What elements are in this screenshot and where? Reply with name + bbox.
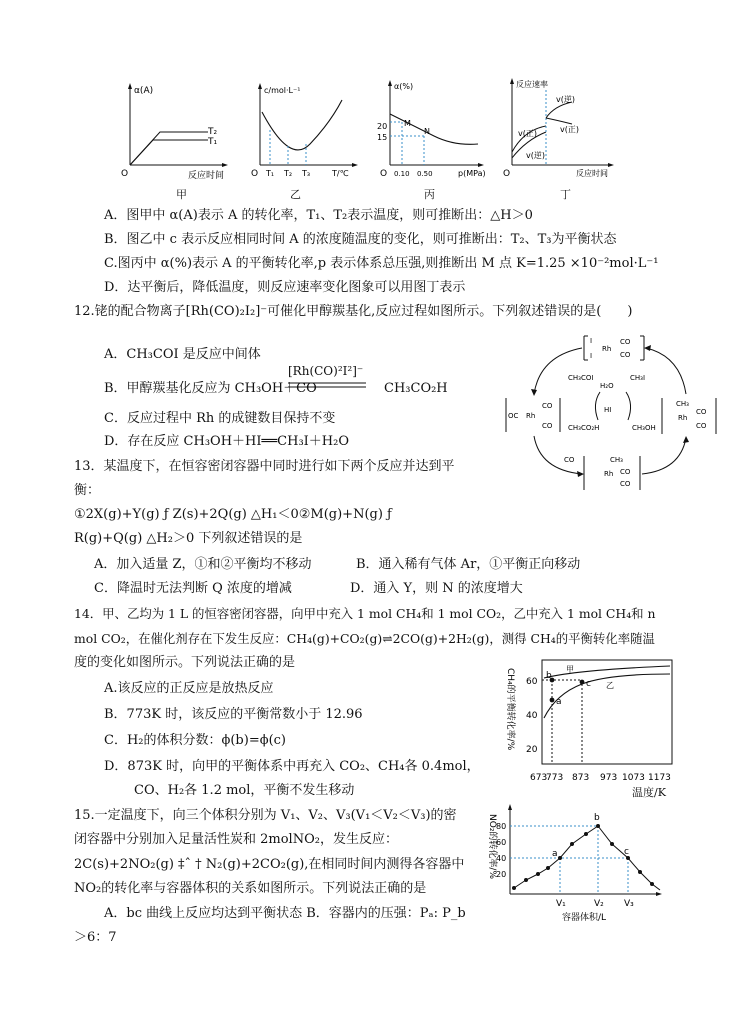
q14-curve-yi: 乙 (606, 681, 614, 690)
q15-ytick-80: 80 (496, 822, 507, 831)
ding-v-zheng-left: v(正) (518, 129, 537, 138)
cycle-hi: HI (604, 406, 612, 414)
q14-option-b: B．773K 时，该反应的平衡常数小于 12.96 (104, 707, 363, 722)
q14-option-d-line-1: D．873K 时，向甲的平衡体系中再充入 CO₂、CH₄各 0.4mol， (104, 759, 480, 774)
bing-xtick-010: 0.10 (394, 170, 410, 178)
cycle-co: CO (564, 456, 575, 464)
bing-ytick-15: 15 (377, 133, 388, 142)
svg-text:Rh: Rh (526, 412, 536, 420)
svg-text:Rh: Rh (602, 345, 612, 353)
svg-text:CO: CO (542, 402, 553, 410)
q12-option-d: D．存在反应 CH₃OH＋HI══CH₃I＋H₂O (104, 434, 350, 449)
q12-b-post: CH₃CO₂H (384, 381, 448, 396)
q11-option-b: B．图乙中 c 表示反应相同时间 A 的浓度随温度的变化，则可推断出：T₂、T₃为平衡状态 (104, 232, 617, 247)
q13-option-c: C．降温时无法判断 Q 浓度的增减 (94, 581, 292, 596)
svg-text:CO: CO (696, 408, 707, 416)
q15-xtick-v3: V₃ (624, 899, 634, 909)
ding-origin: O (503, 169, 511, 179)
ding-xlabel: 反应时间 (576, 169, 608, 178)
q12-b-pre: B．甲醇羰基化反应为 CH₃OH＋CO (104, 381, 317, 396)
q13-line-1: 13．某温度下，在恒容密闭容器中同时进行如下两个反应并达到平 (74, 459, 455, 474)
q12-option-a: A．CH₃COI 是反应中间体 (104, 347, 261, 362)
q15-point-a: a (552, 849, 558, 859)
q14-curve-jia: 甲 (566, 665, 574, 674)
q15-line-3: 2C(s)+2NO₂(g) ‡ˆ † N₂(g)+2CO₂(g),在相同时间内测得各容器中 (74, 857, 465, 872)
q14-line-3: 度的变化如图所示。下列说法正确的是 (74, 655, 296, 670)
svg-text:CO: CO (620, 468, 631, 476)
ding-ylabel: 反应速率 (516, 80, 548, 89)
q13-option-a: A．加入适量 Z，①和②平衡均不移动 (94, 557, 312, 572)
cycle-top-complex (584, 336, 644, 360)
q15-ytick-60: 60 (496, 838, 507, 847)
q15-xtick-v2: V₂ (594, 899, 604, 909)
q11-option-d: D．达平衡后，降低温度，则反应速率变化图象可以用图丁表示 (104, 280, 466, 295)
svg-text:I: I (590, 352, 593, 360)
q11-option-a: A．图甲中 α(A)表示 A 的转化率，T₁、T₂表示温度，则可推断出：△H＞0 (104, 208, 533, 223)
svg-text:CO: CO (620, 480, 631, 488)
q14-xtick-773: 773 (546, 773, 564, 783)
q12-b-catalyst: [Rh(CO)²I²]⁻ (288, 364, 364, 378)
q14-point-a: a (556, 697, 562, 707)
cycle-right-complex (662, 398, 716, 434)
ding-caption: 丁 (560, 188, 571, 201)
q15-ytick-20: 20 (496, 870, 507, 879)
svg-text:I: I (590, 337, 593, 345)
jia-caption: 甲 (176, 188, 187, 201)
ding-v-zheng-right: v(正) (560, 125, 579, 134)
svg-text:Rh: Rh (678, 414, 688, 422)
graph-bing (374, 74, 486, 182)
q14-point-c: c (586, 679, 591, 689)
cycle-ch3oh: CH₃OH (632, 424, 656, 432)
q14-xtick-1073: 1073 (622, 773, 645, 783)
bing-m: M (404, 119, 411, 128)
q13-line-2: 衡： (74, 483, 101, 498)
svg-text:CO: CO (620, 351, 631, 359)
cycle-ch3co2h: CH₃CO₂H (568, 424, 600, 432)
yi-tick-1: T₁ (266, 169, 275, 178)
jia-xlabel: 反应时间 (188, 171, 225, 181)
cycle-h2o: H₂O (600, 382, 614, 390)
cycle-ch3i: CH₃I (630, 374, 646, 382)
q12-option-b (104, 380, 317, 398)
jia-origin: O (121, 169, 129, 179)
q14-point-b: b (546, 671, 552, 681)
svg-text:CH₃: CH₃ (610, 456, 623, 464)
svg-text:CO: CO (542, 422, 553, 430)
q14-xlabel: 温度/K (632, 786, 666, 799)
q14-ylabel: CH₄的平衡转化率/% (505, 668, 515, 751)
cycle-bottom-complex (584, 456, 640, 490)
q14-option-a: A.该反应的正反应是放热反应 (104, 681, 274, 696)
bing-caption: 丙 (424, 188, 435, 201)
svg-text:CO: CO (620, 338, 631, 346)
q14-xtick-1173: 1173 (648, 773, 671, 783)
q13-line-4: R(g)+Q(g) △H₂＞0 下列叙述错误的是 (74, 531, 303, 546)
q14-ytick-20: 20 (526, 745, 538, 755)
yi-xlabel: T/℃ (332, 169, 349, 178)
q14-option-c: C．H₂的体积分数：ϕ(b)=ϕ(c) (104, 733, 287, 748)
q12-stem: 12.铑的配合物离子[Rh(CO)₂I₂]⁻可催化甲醇羰基化,反应过程如图所示。下列叙述错误的是( ) (74, 304, 633, 319)
yi-origin: O (251, 169, 259, 179)
q13-line-3: ①2X(g)+Y(g) ƒ Z(s)+2Q(g) △H₁＜0②M(g)+N(g) ƒ (74, 507, 392, 522)
catalytic-cycle-diagram (500, 330, 722, 502)
yi-tick-2: T₂ (284, 169, 293, 178)
bing-ylabel: α(%) (394, 82, 414, 91)
q15-line-4: NO₂的转化率与容器体积的关系如图所示。下列说法正确的是 (74, 881, 427, 896)
q11-option-c: C.图丙中 α(%)表示 A 的平衡转化率,p 表示体系总压强,则推断出 M 点 K=1.25 ×10⁻²mol·L⁻¹ (104, 256, 659, 271)
q14-line-1: 14．甲、乙均为 1 L 的恒容密闭容器，向甲中充入 1 mol CH₄和 1 mol CO₂，乙中充入 1 mol CH₄和 n (74, 606, 656, 621)
q15-xlabel: 容器体积/L (562, 913, 607, 923)
q15-point-c: c (624, 847, 629, 857)
bing-xlabel: p(MPa) (458, 169, 486, 178)
yi-ylabel: c/mol·L⁻¹ (264, 86, 301, 95)
bing-xtick-050: 0.50 (417, 170, 433, 178)
yi-tick-3: T₃ (302, 169, 311, 178)
cycle-left-complex (506, 398, 560, 432)
jia-t1: T₁ (208, 137, 218, 147)
q15-line-1: 15.一定温度下，向三个体积分别为 V₁、V₂、V₃(V₁＜V₂＜V₃)的密 (74, 808, 457, 823)
svg-text:CH₃: CH₃ (676, 400, 689, 408)
q14-line-2: mol CO₂，在催化剂存在下发生反应：CH₄(g)+CO₂(g)⇌2CO(g)+2H₂(g)，测得 CH₄的平衡转化率随温 (74, 631, 655, 646)
q13-option-b: B．通入稀有气体 Ar，①平衡正向移动 (356, 557, 581, 572)
ding-v-ni-left: v(逆) (526, 151, 545, 160)
q14-xtick-973: 973 (600, 773, 618, 783)
jia-t2: T₂ (208, 127, 218, 137)
q15-ylabel: NO₂的转化率/% (487, 814, 497, 880)
svg-text:OC: OC (508, 412, 519, 420)
q14-ytick-40: 40 (526, 711, 538, 721)
svg-text:CO: CO (696, 422, 707, 430)
q14-ytick-60: 60 (526, 677, 538, 687)
bing-ytick-20: 20 (377, 122, 388, 131)
q15-option-ab: A．bc 曲线上反应均达到平衡状态 B．容器内的压强：Pₐ: P_b (104, 906, 466, 921)
graph-ding (500, 72, 618, 184)
ding-v-ni-top: v(逆) (556, 95, 575, 104)
yi-caption: 乙 (290, 188, 301, 201)
q15-graph (482, 800, 666, 930)
jia-ylabel: α(A) (134, 86, 154, 96)
bing-origin: O (380, 169, 388, 179)
q15-line-2: 闭容器中分别加入足量活性炭和 2molNO₂，发生反应： (74, 832, 398, 847)
q14-xtick-873: 873 (572, 773, 590, 783)
q15-tail: ＞6：7 (74, 930, 117, 945)
graph-jia (118, 80, 228, 182)
bing-n: N (424, 127, 430, 136)
cycle-ch3coi: CH₃COI (568, 374, 594, 382)
svg-text:Rh: Rh (604, 470, 614, 478)
q14-graph (486, 658, 676, 788)
q12-b-equals-sign (286, 380, 368, 390)
graph-yi (248, 80, 360, 182)
q14-option-d-line-2: CO、H₂各 1.2 mol，平衡不发生移动 (134, 783, 355, 798)
q12-option-c: C．反应过程中 Rh 的成键数目保持不变 (104, 411, 336, 426)
q15-ytick-40: 40 (496, 854, 507, 863)
q13-option-d: D．通入 Y，则 N 的浓度增大 (350, 581, 523, 596)
q15-point-b: b (594, 813, 600, 823)
q14-xtick-673: 673 (530, 773, 548, 783)
q15-xtick-v1: V₁ (556, 899, 566, 909)
